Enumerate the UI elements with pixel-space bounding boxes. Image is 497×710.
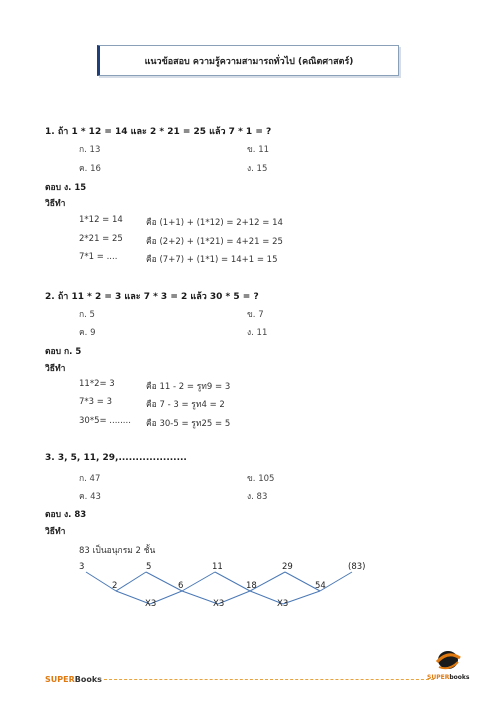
footer-divider [104,679,434,680]
q3-note: 83 เป็นอนุกรม 2 ชั้น [79,546,156,556]
series-top-value: 3 [79,562,85,572]
q1-option-a: ก. 13 [79,145,101,155]
q2-option-a: ก. 5 [79,310,95,320]
q3-method-label: วิธีทำ [45,527,66,537]
footer-brand-super: SUPER [45,675,75,684]
series-top-value: (83) [348,562,366,572]
diagram-line [215,572,250,591]
q2-method-label: วิธีทำ [45,364,66,374]
diagram-line [182,572,215,591]
q2-step-2-left: 7*3 = 3 [79,397,112,407]
q1-option-d: ง. 15 [247,164,268,174]
series-middle-value: 2 [112,581,118,591]
q3-option-d: ง. 83 [247,492,268,502]
q2-step-1-left: 11*2= 3 [79,379,115,389]
q2-option-c: ค. 9 [79,328,96,338]
q1-step-2-right: คือ (2+2) + (1*21) = 4+21 = 25 [146,237,283,247]
diagram-line [283,591,320,604]
series-middle-value: 18 [246,581,257,591]
q2-option-d: ง. 11 [247,328,268,338]
q1-option-c: ค. 16 [79,164,101,174]
q3-option-a: ก. 47 [79,474,101,484]
q1-method-label: วิธีทำ [45,199,66,209]
q1-step-1-left: 1*12 = 14 [79,215,123,225]
q2-step-1-right: คือ 11 - 2 = รูท9 = 3 [146,382,231,392]
q3-answer: ตอบ ง. 83 [45,510,87,520]
series-multiplier: X3 [145,599,157,609]
logo-wordmark [427,674,469,681]
series-top-value: 11 [212,562,223,572]
series-top-value: 29 [282,562,293,572]
footer-brand [45,675,102,684]
question-3: 3. 3, 5, 11, 29,.................... [45,453,187,463]
q2-step-2-right: คือ 7 - 3 = รูท4 = 2 [146,400,225,410]
series-multiplier: X3 [213,599,225,609]
page-title: แนวข้อสอบ ความรู้ความสามารถทั่วไป (คณิตศาสตร์) [144,56,354,67]
q1-step-2-left: 2*21 = 25 [79,234,123,244]
series-middle-value: 54 [315,581,326,591]
superbooks-logo-icon [427,648,470,688]
series-middle-value: 6 [178,581,184,591]
question-1: 1. ถ้า 1 * 12 = 14 และ 2 * 21 = 25 แล้ว 7 * 1 = ? [45,127,272,137]
series-top-value: 5 [146,562,152,572]
series-multiplier: X3 [277,599,289,609]
q2-option-b: ข. 7 [247,310,264,320]
question-2: 2. ถ้า 11 * 2 = 3 และ 7 * 3 = 2 แล้ว 30 * 5 = ? [45,292,259,302]
footer-brand-books: Books [74,675,102,684]
q1-answer: ตอบ ง. 15 [45,183,87,193]
diagram-line [116,572,146,591]
q1-step-1-right: คือ (1+1) + (1*12) = 2+12 = 14 [146,218,283,228]
q2-step-3-left: 30*5= ........ [79,416,131,426]
logo-wordmark-books: books [449,674,470,681]
q3-option-c: ค. 43 [79,492,101,502]
q2-step-3-right: คือ 30-5 = รูท25 = 5 [146,419,231,429]
q1-step-3-left: 7*1 = .... [79,252,118,262]
q2-answer: ตอบ ก. 5 [45,347,82,357]
q1-step-3-right: คือ (7+7) + (1*1) = 14+1 = 15 [146,255,278,265]
q1-option-b: ข. 11 [247,145,270,155]
logo-wordmark-super: SUPER [427,674,450,681]
q3-option-b: ข. 105 [247,474,275,484]
diagram-line [146,572,182,591]
